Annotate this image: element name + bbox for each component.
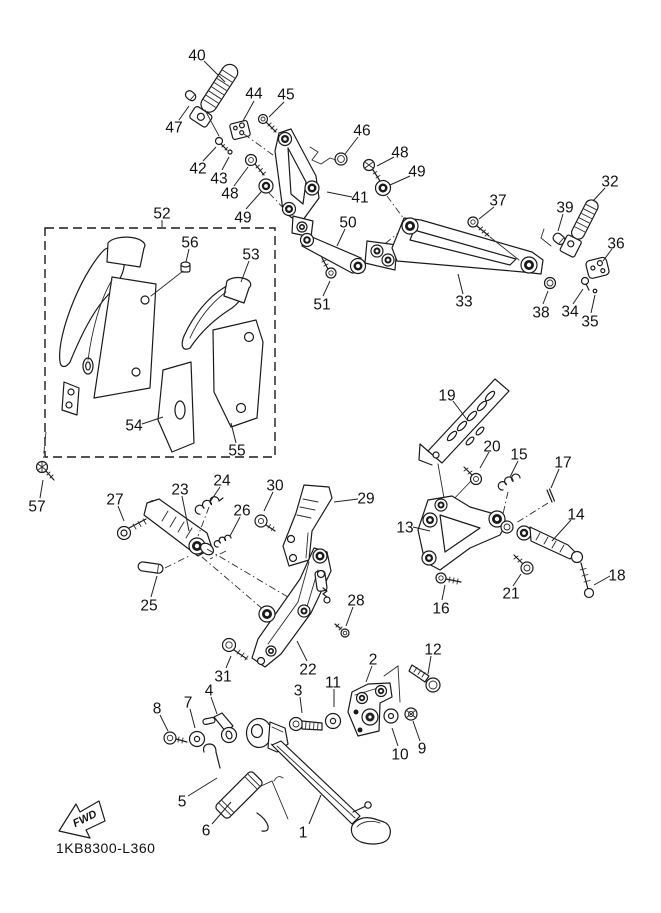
part-23-footrest-lever	[144, 498, 216, 557]
callout-13: 13	[396, 519, 414, 537]
part-30-bolt	[255, 515, 275, 531]
leader-57	[40, 480, 43, 498]
callout-45: 45	[277, 86, 295, 104]
leader-42	[203, 147, 216, 161]
callout-37: 37	[489, 192, 507, 210]
callout-23: 23	[171, 481, 189, 499]
part-48-bolt-right	[364, 160, 381, 182]
callout-50: 50	[339, 214, 357, 232]
leader-35	[591, 295, 595, 313]
part-54-plate	[158, 362, 194, 452]
part-26-spring	[210, 535, 231, 559]
part-11-washer	[326, 714, 341, 729]
callout-34: 34	[561, 303, 579, 321]
part-34-bolt	[582, 278, 590, 291]
callout-24: 24	[213, 472, 231, 490]
callout-48: 48	[221, 185, 239, 203]
leader-1	[309, 795, 321, 824]
callout-46: 46	[353, 122, 371, 140]
callout-38: 38	[532, 304, 550, 322]
part-27-bolt	[118, 519, 147, 540]
callout-44: 44	[245, 85, 263, 103]
part-7-washer	[190, 732, 205, 747]
callout-52: 52	[153, 205, 171, 223]
callout-21: 21	[502, 585, 520, 603]
callout-49: 49	[408, 163, 426, 181]
callout-17: 17	[554, 454, 572, 472]
callout-53: 53	[242, 246, 260, 264]
part-38-nut	[545, 278, 556, 289]
leader-43	[222, 157, 229, 170]
part-25-pin	[138, 555, 191, 574]
part-6-spring	[214, 770, 288, 831]
part-47-cap	[184, 89, 198, 102]
part-18-bolt	[580, 563, 594, 598]
callout-18: 18	[608, 567, 626, 585]
part-42-bolt	[216, 138, 228, 151]
part-12-bolt	[409, 665, 440, 692]
callout-2: 2	[368, 651, 378, 669]
leader-16	[442, 585, 445, 600]
callout-5: 5	[177, 793, 187, 811]
part-43-ball	[228, 150, 232, 154]
part-36-holder	[585, 257, 610, 280]
callout-9: 9	[417, 740, 427, 758]
leader-10	[392, 728, 398, 746]
leader-12	[428, 656, 431, 674]
leader-50	[337, 229, 345, 246]
part-55-plate	[213, 320, 263, 427]
callout-57: 57	[28, 498, 46, 516]
leader-9	[413, 721, 420, 741]
callout-43: 43	[210, 170, 228, 188]
part-45-bolt	[259, 115, 278, 133]
fwd-label: FWD	[71, 808, 99, 830]
callout-12: 12	[424, 641, 442, 659]
leader-5	[188, 778, 217, 796]
part-56-plug	[151, 262, 190, 296]
callout-20: 20	[483, 438, 501, 456]
part-code: 1KB8300-L360	[56, 840, 156, 856]
callout-26: 26	[233, 502, 251, 520]
callout-48: 48	[391, 144, 409, 162]
leader-41	[327, 192, 352, 197]
callout-15: 15	[510, 446, 528, 464]
callout-16: 16	[432, 600, 450, 618]
callout-32: 32	[601, 173, 619, 191]
leader-26	[230, 517, 240, 536]
part-10-washer	[384, 709, 398, 723]
callout-39: 39	[556, 199, 574, 217]
part-35-pin	[593, 289, 597, 293]
callout-42: 42	[189, 160, 207, 178]
part-8-bolt	[164, 732, 187, 744]
callout-22: 22	[299, 661, 317, 679]
callout-6: 6	[201, 822, 211, 840]
part-3-bolt	[290, 718, 323, 731]
callout-4: 4	[204, 682, 214, 700]
callout-49: 49	[234, 209, 252, 227]
part-41-bracket	[275, 129, 319, 237]
leader-7	[190, 709, 195, 728]
part-17-pin	[516, 489, 555, 523]
part-4-lever	[203, 713, 237, 743]
leader-45	[269, 102, 284, 117]
part-13-bracket	[418, 496, 513, 570]
callout-54: 54	[125, 417, 143, 435]
leader-33	[458, 274, 463, 294]
part-5-spring-hook	[204, 744, 220, 768]
leader-49	[246, 192, 261, 209]
callout-40: 40	[188, 47, 206, 65]
leader-22	[297, 641, 307, 661]
callout-36: 36	[607, 235, 625, 253]
leader-4	[211, 697, 217, 714]
part-28-bolt	[335, 624, 349, 637]
part-50-link	[301, 234, 366, 274]
leader-34	[573, 289, 583, 304]
callout-33: 33	[455, 293, 473, 311]
leader-31	[226, 656, 231, 668]
callout-3: 3	[293, 682, 303, 700]
callout-29: 29	[357, 490, 375, 508]
callout-35: 35	[581, 313, 599, 331]
leader-47	[179, 106, 189, 120]
callout-55: 55	[228, 442, 246, 460]
part-46-nut	[310, 147, 347, 165]
leader-29	[334, 499, 358, 502]
leader-25	[151, 576, 157, 597]
leader-51	[323, 281, 330, 296]
callout-27: 27	[106, 491, 124, 509]
callout-30: 30	[266, 477, 284, 495]
callout-31: 31	[214, 668, 232, 686]
leader-38	[543, 291, 548, 304]
callout-56: 56	[181, 234, 199, 252]
part-21-bolt	[514, 555, 533, 574]
part-2-bracket	[348, 666, 400, 736]
fwd-arrow	[59, 801, 105, 838]
callout-7: 7	[183, 694, 193, 712]
callout-28: 28	[347, 592, 365, 610]
callout-19: 19	[438, 387, 456, 405]
leader-17	[551, 469, 559, 488]
callout-10: 10	[391, 746, 409, 764]
leader-30	[264, 492, 273, 511]
part-15-spring	[498, 474, 520, 514]
callout-25: 25	[140, 597, 158, 615]
part-16-bolt	[436, 573, 461, 584]
leader-46	[345, 137, 358, 154]
part-52-cover-left	[60, 237, 156, 415]
leader-28	[346, 607, 353, 626]
part-14-footrest-lever	[517, 526, 583, 563]
leader-48	[234, 167, 248, 186]
callout-51: 51	[313, 296, 331, 314]
callout-41: 41	[351, 189, 369, 207]
callout-14: 14	[567, 506, 585, 524]
leader-21	[513, 574, 521, 586]
leader-44	[243, 101, 254, 121]
callout-1: 1	[298, 824, 308, 842]
callout-47: 47	[165, 119, 183, 137]
callout-8: 8	[152, 700, 162, 718]
part-48-bolt-left	[246, 155, 266, 176]
callout-11: 11	[324, 674, 342, 692]
part-31-bolt	[223, 639, 249, 661]
part-9-nut	[405, 708, 417, 720]
leader-49	[390, 176, 410, 185]
part-33-bracket-arm	[365, 218, 543, 274]
leader-39	[558, 214, 563, 231]
